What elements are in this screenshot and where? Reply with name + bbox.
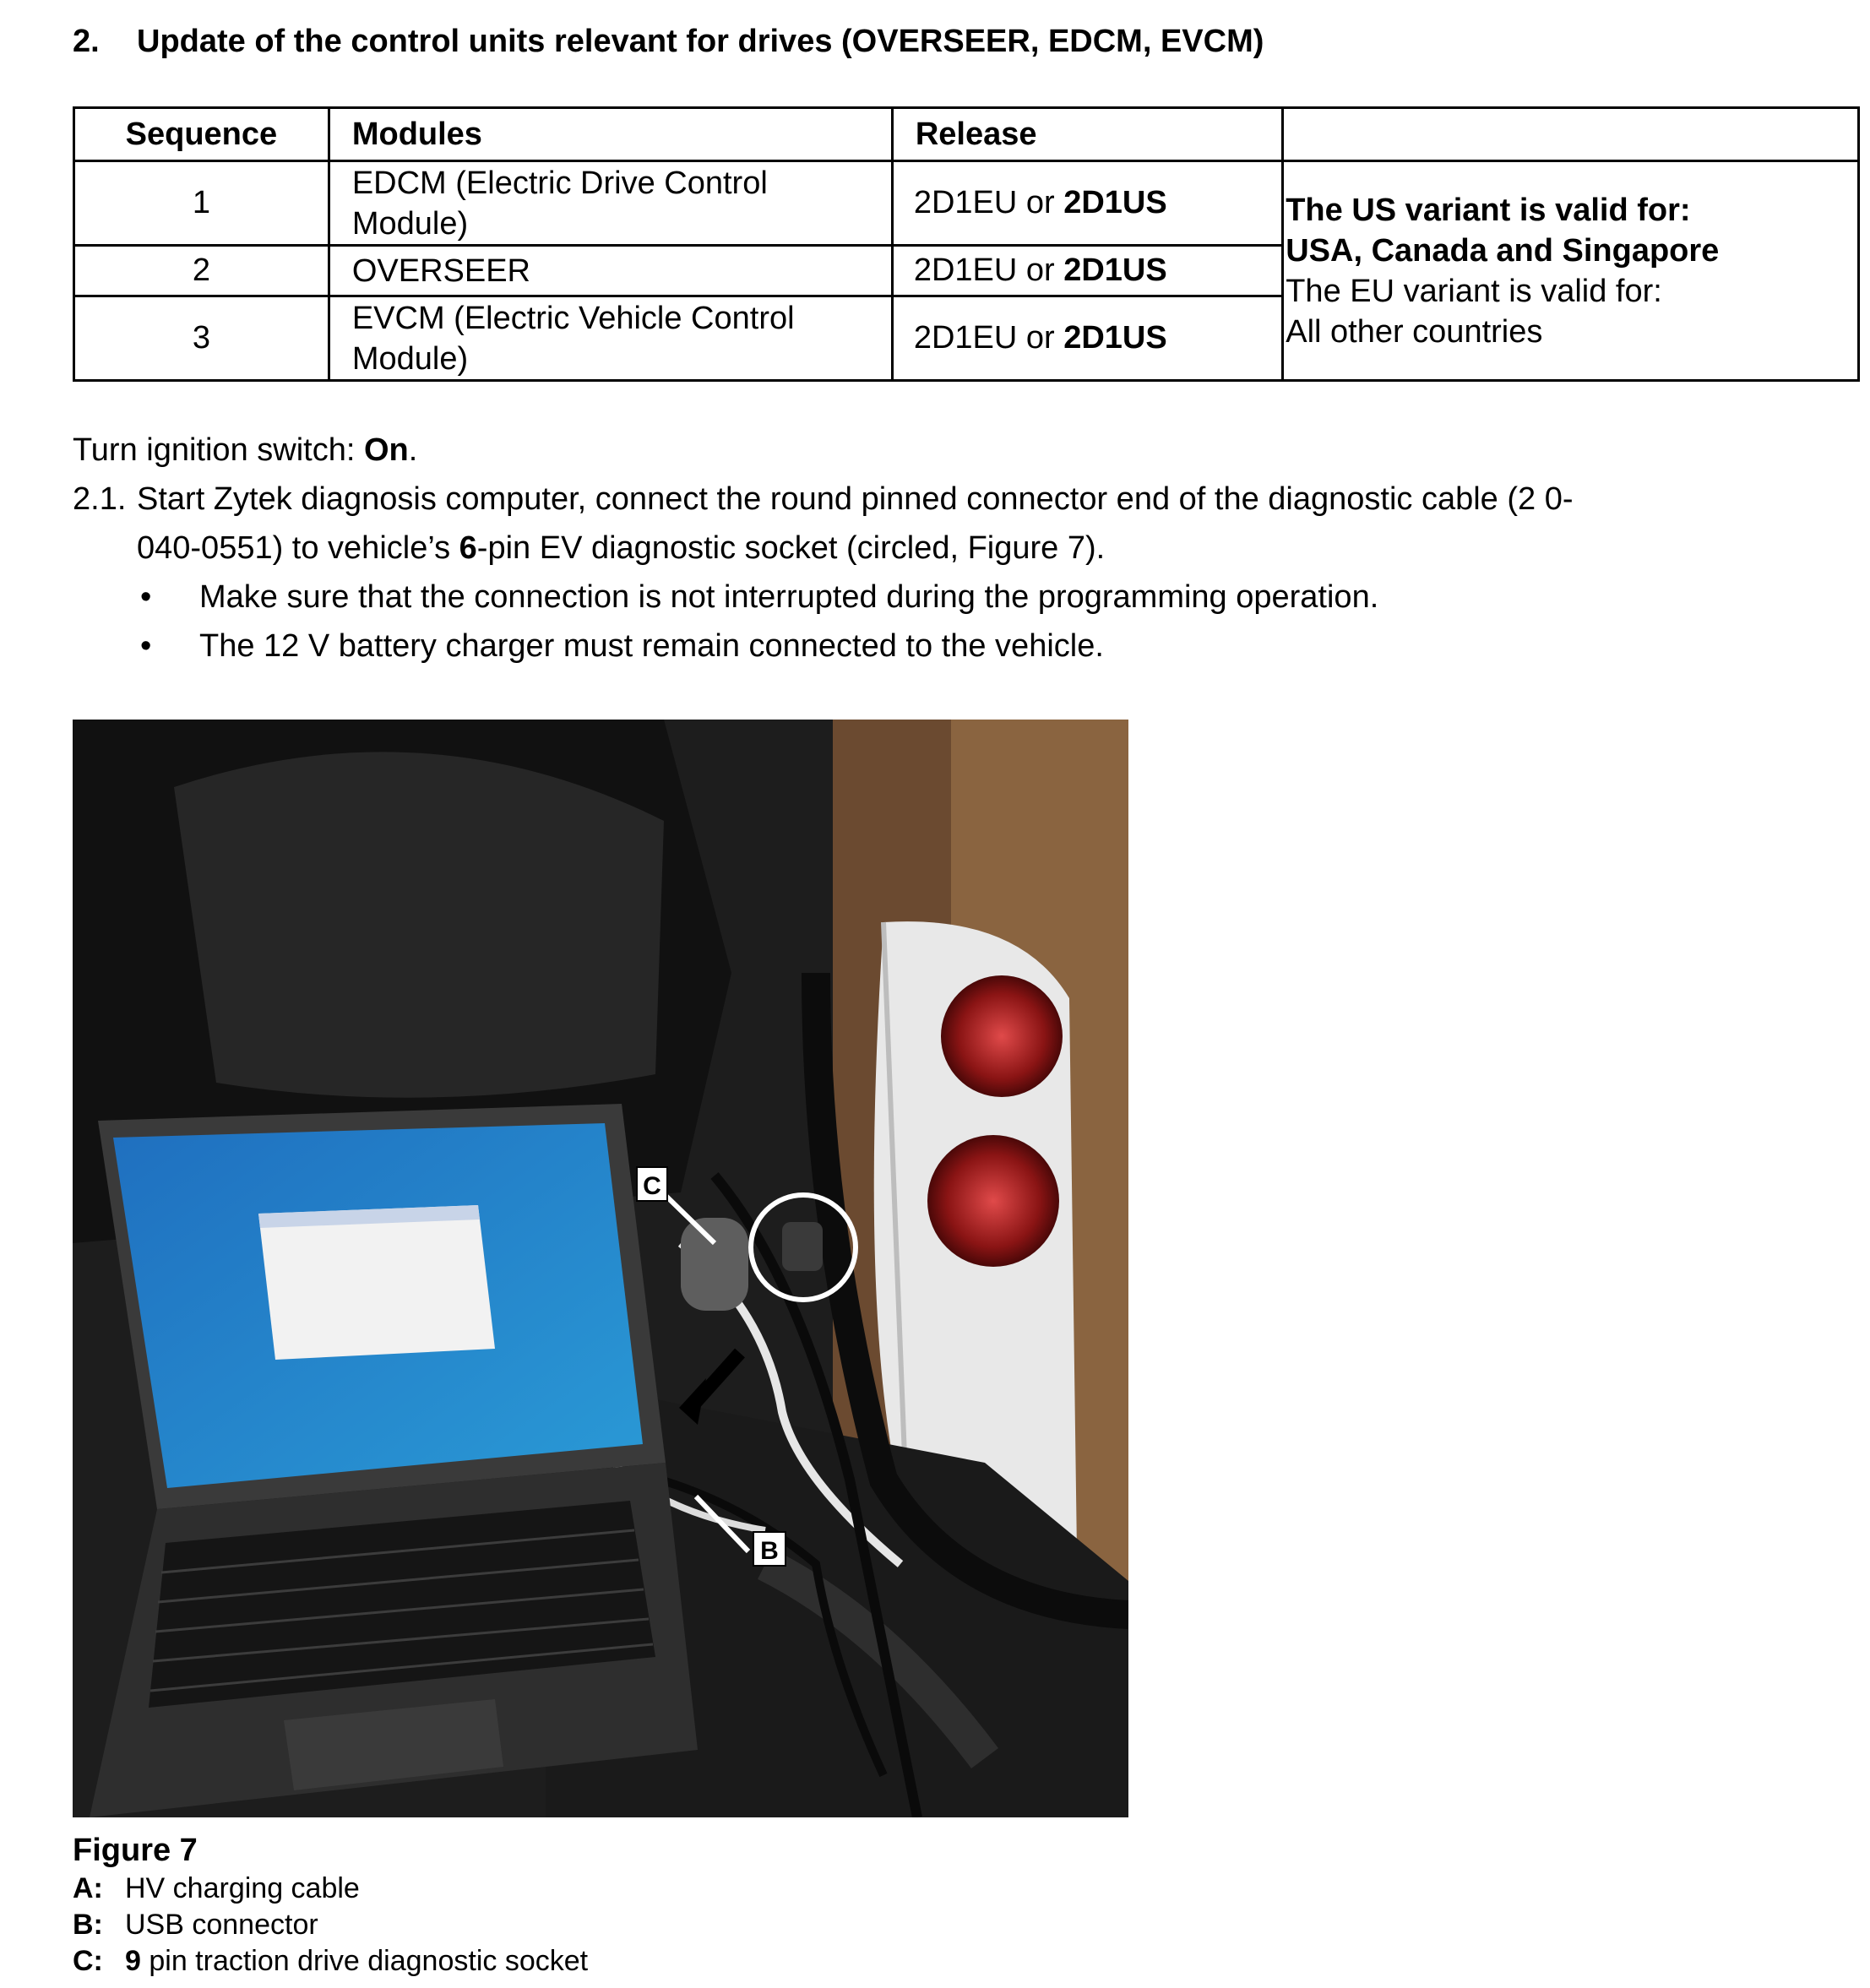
row-sequence: 3: [74, 296, 329, 381]
figure-7-photo: [73, 720, 1128, 1817]
callout-b-label: B: [760, 1537, 779, 1565]
module-line2: Module): [351, 340, 469, 377]
step-line-1: [73, 481, 1573, 518]
row-release: [892, 296, 1282, 381]
row-release: [892, 246, 1282, 296]
release-or: or: [1017, 320, 1064, 356]
bullet-text: Make sure that the connection is not interrupted during the programming operation.: [199, 579, 1379, 615]
step-text-2c: -pin EV diagnostic socket (circled, Figure 7).: [476, 530, 1106, 566]
module-line1: EDCM (Electric Drive Control: [351, 165, 768, 201]
us-variant-line1: The US variant is valid for:: [1286, 192, 1691, 228]
legend-item-b: [73, 1909, 318, 1942]
step-number: 2.1.: [73, 481, 127, 517]
eu-variant-line2: All other countries: [1286, 313, 1543, 350]
release-us: 2D1US: [1063, 320, 1167, 356]
ignition-value: On: [363, 432, 409, 468]
legend-item-a: [73, 1872, 360, 1905]
release-eu: 2D1EU: [913, 320, 1018, 356]
step-text-1: Start Zytek diagnosis computer, connect the round pinned connector end of the diagnostic cable (2 0-: [137, 481, 1574, 517]
table-row: [74, 161, 1859, 246]
legend-key: C:: [73, 1945, 103, 1977]
row-sequence: 2: [74, 246, 329, 296]
section-number: 2.: [73, 24, 100, 59]
eu-variant-line1: The EU variant is valid for:: [1286, 273, 1662, 309]
row-sequence: 1: [74, 161, 329, 246]
ignition-prefix: Turn ignition switch:: [73, 432, 364, 468]
step-text-2a: 040-0551) to vehicle’s: [137, 530, 459, 566]
legend-text: HV charging cable: [125, 1872, 360, 1904]
us-variant-line2: USA, Canada and Singapore: [1286, 232, 1720, 269]
figure-title: Figure 7: [73, 1833, 198, 1868]
legend-text: pin traction drive diagnostic socket: [140, 1945, 589, 1977]
ignition-instruction: [73, 432, 417, 469]
release-eu: 2D1EU: [913, 253, 1018, 288]
header-release: Release: [892, 108, 1282, 161]
header-sequence: Sequence: [74, 108, 329, 161]
release-or: or: [1017, 185, 1064, 220]
release-table: [73, 106, 1860, 382]
module-line1: EVCM (Electric Vehicle Control: [351, 300, 795, 336]
row-release: [892, 161, 1282, 246]
callout-c-label: C: [643, 1172, 661, 1200]
bullet-marker: •: [140, 628, 152, 664]
release-or: or: [1017, 253, 1064, 288]
table-header-row: [74, 108, 1859, 161]
row-module: [329, 161, 892, 246]
header-modules: Modules: [329, 108, 892, 161]
variant-note: [1283, 161, 1859, 381]
legend-text: USB connector: [125, 1909, 318, 1941]
ignition-suffix: .: [408, 432, 418, 468]
section-heading: [73, 24, 1264, 60]
row-module: [329, 246, 892, 296]
release-us: 2D1US: [1063, 185, 1167, 220]
module-line1: OVERSEER: [351, 253, 530, 289]
bullet-text: The 12 V battery charger must remain connected to the vehicle.: [199, 628, 1104, 664]
legend-bold-prefix: 9: [125, 1945, 141, 1977]
legend-item-c: [73, 1945, 588, 1978]
step-line-2: [137, 530, 1105, 567]
row-module: [329, 296, 892, 381]
legend-key: A:: [73, 1872, 103, 1904]
release-us: 2D1US: [1063, 253, 1167, 288]
release-eu: 2D1EU: [913, 185, 1018, 220]
header-notes: [1283, 108, 1859, 161]
module-line2: Module): [351, 205, 469, 242]
bullet-marker: •: [140, 579, 152, 615]
step-text-2b: 6: [459, 530, 477, 566]
section-title: Update of the control units relevant for drives (OVERSEER, EDCM, EVCM): [137, 24, 1264, 59]
photo-illustration: [73, 720, 1128, 1817]
legend-key: B:: [73, 1909, 103, 1941]
